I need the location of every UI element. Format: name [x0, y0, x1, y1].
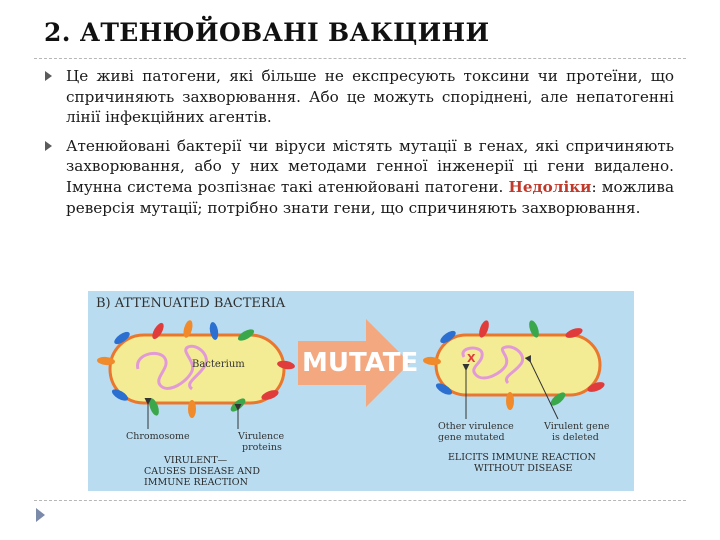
left-caption-line2: CAUSES DISEASE AND — [144, 466, 261, 477]
right-caption-line1: ELICITS IMMUNE REACTION — [448, 452, 596, 463]
title-divider — [34, 58, 686, 59]
chromosome-callout: Chromosome — [126, 431, 190, 442]
other-gene-callout-line2: gene mutated — [438, 432, 505, 443]
bullet-text: Це живі патогени, які більше не експресують токсини чи протеїни, що спричиняють захворювання. Або це можуть споріднені, але непатогенні лінії інфекційних агентів. — [66, 67, 674, 127]
bullet-triangle-icon — [45, 71, 52, 81]
left-caption-line1: VIRULENT— — [164, 455, 228, 466]
drawbacks-highlight: Недоліки — [508, 177, 592, 196]
virulence-callout-line1: Virulence — [238, 431, 285, 442]
right-caption-line2: WITHOUT DISEASE — [474, 463, 573, 474]
bullet-item — [44, 136, 674, 218]
slide-title: 2. АТЕНЮЙОВАНІ ВАКЦИНИ — [44, 18, 490, 47]
left-caption-line3: IMMUNE REACTION — [144, 477, 248, 488]
attenuated-bacteria-figure — [88, 291, 634, 491]
mutation-x-mark: X — [467, 352, 476, 365]
bullet-text: Атенюйовані бактерії чи віруси містять мутації в генах, які спричиняють захворювання, або у них методами генної інженерії ці гени видалено. Імунна система розпізнає такі атенюйовані патогени. — [66, 136, 674, 196]
other-gene-callout-line1: Other virulence — [438, 421, 514, 432]
bullet-text-tail: : можлива реверсія мутації; потрібно знати гени, що спричиняють захворювання. — [66, 177, 674, 217]
mutate-arrow — [298, 319, 418, 407]
bacterium-label: Bacterium — [192, 359, 245, 370]
deleted-gene-callout-line1: Virulent gene — [544, 421, 610, 432]
mutate-label: MUTATE — [302, 348, 419, 378]
bullet-list — [44, 66, 674, 226]
footer-divider — [34, 500, 686, 501]
deleted-gene-callout-line2: is deleted — [552, 432, 599, 443]
virulent-bacterium — [97, 319, 296, 418]
attenuated-bacterium — [423, 319, 606, 410]
bullet-item — [44, 66, 674, 128]
next-slide-arrow-icon[interactable] — [36, 508, 45, 522]
virulence-callout-line2: proteins — [242, 442, 282, 453]
bullet-triangle-icon — [45, 141, 52, 151]
figure-heading: B) ATTENUATED BACTERIA — [96, 296, 286, 311]
